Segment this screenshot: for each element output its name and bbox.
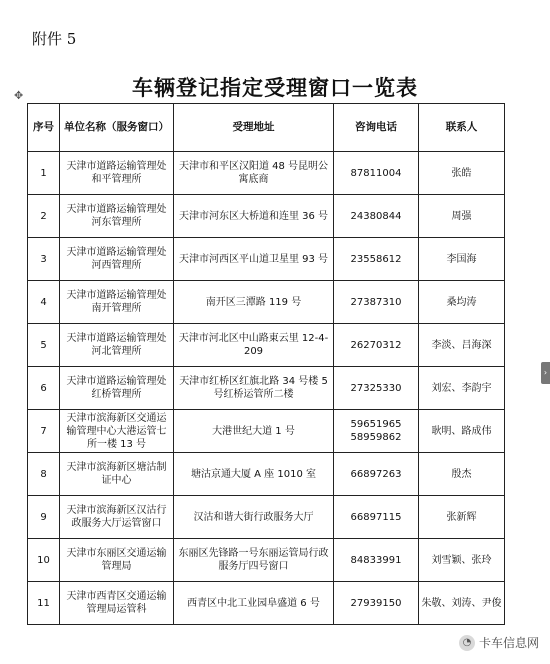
cell-unit-name: 天津市滨海新区塘沽制证中心: [60, 453, 174, 496]
cell-phone: 84833991: [334, 539, 419, 582]
cell-index: 10: [28, 539, 60, 582]
cell-phone: 87811004: [334, 152, 419, 195]
header-index: 序号: [28, 104, 60, 152]
cell-phone: 26270312: [334, 324, 419, 367]
table-row: [28, 582, 505, 625]
cell-index: 6: [28, 367, 60, 410]
cell-address: 天津市河东区大桥道和连里 36 号: [174, 195, 334, 238]
cell-index: 5: [28, 324, 60, 367]
cell-contact: 李国海: [419, 238, 505, 281]
side-tab-chevron-right-icon[interactable]: ›: [541, 362, 550, 384]
cell-address: 大港世纪大道 1 号: [174, 410, 334, 453]
cell-phone: 27325330: [334, 367, 419, 410]
wechat-logo-icon: ◔: [459, 635, 475, 651]
table-row: [28, 410, 505, 453]
cell-unit-name: 天津市道路运输管理处红桥管理所: [60, 367, 174, 410]
cell-unit-name: 天津市道路运输管理处河西管理所: [60, 238, 174, 281]
move-handle-icon[interactable]: ✥: [14, 89, 24, 102]
cell-contact: 朱敬、刘涛、尹俊: [419, 582, 505, 625]
cell-contact: 李淡、吕海深: [419, 324, 505, 367]
cell-index: 3: [28, 238, 60, 281]
table-row: [28, 238, 505, 281]
cell-address: 天津市红桥区红旗北路 34 号楼 5 号红桥运管所二楼: [174, 367, 334, 410]
table-row: [28, 195, 505, 238]
cell-address: 汉沽和谐大街行政服务大厅: [174, 496, 334, 539]
cell-phone: 27939150: [334, 582, 419, 625]
page-title: 车辆登记指定受理窗口一览表: [132, 75, 418, 100]
table-body: [28, 152, 505, 625]
cell-contact: 刘宏、李韵宇: [419, 367, 505, 410]
watermark: [456, 633, 542, 652]
table-row: [28, 453, 505, 496]
cell-contact: 周强: [419, 195, 505, 238]
cell-unit-name: 天津市东丽区交通运输管理局: [60, 539, 174, 582]
table-row: [28, 281, 505, 324]
cell-contact: 桑均涛: [419, 281, 505, 324]
cell-address: 天津市和平区汉阳道 48 号昆明公寓底商: [174, 152, 334, 195]
header-contact: 联系人: [419, 104, 505, 152]
table-row: [28, 496, 505, 539]
cell-index: 7: [28, 410, 60, 453]
table-header-row: [28, 104, 505, 152]
cell-index: 9: [28, 496, 60, 539]
cell-unit-name: 天津市道路运输管理处河北管理所: [60, 324, 174, 367]
table-container: [27, 103, 504, 625]
cell-phone: 66897263: [334, 453, 419, 496]
cell-index: 8: [28, 453, 60, 496]
table-row: [28, 324, 505, 367]
watermark-text: 卡车信息网: [478, 636, 539, 650]
cell-contact: 刘雪颖、张玲: [419, 539, 505, 582]
cell-address: 天津市河西区平山道卫星里 93 号: [174, 238, 334, 281]
cell-phone: 59651965 58959862: [334, 410, 419, 453]
cell-contact: 殷杰: [419, 453, 505, 496]
window-list-table: [27, 103, 505, 625]
cell-address: 塘沽京通大厦 A 座 1010 室: [174, 453, 334, 496]
cell-unit-name: 天津市道路运输管理处南开管理所: [60, 281, 174, 324]
cell-index: 2: [28, 195, 60, 238]
cell-contact: 耿明、路成伟: [419, 410, 505, 453]
cell-index: 1: [28, 152, 60, 195]
table-row: [28, 367, 505, 410]
cell-unit-name: 天津市滨海新区交通运输管理中心大港运管七所一楼 13 号: [60, 410, 174, 453]
cell-address: 天津市河北区中山路東云里 12-4-209: [174, 324, 334, 367]
cell-index: 4: [28, 281, 60, 324]
table-row: [28, 539, 505, 582]
header-unit-name: 单位名称（服务窗口）: [60, 104, 174, 152]
cell-address: 东丽区先锋路一号东丽运管局行政服务厅四号窗口: [174, 539, 334, 582]
table-row: [28, 152, 505, 195]
header-address: 受理地址: [174, 104, 334, 152]
cell-unit-name: 天津市道路运输管理处河东管理所: [60, 195, 174, 238]
cell-index: 11: [28, 582, 60, 625]
attachment-label: 附件 5: [32, 30, 77, 48]
cell-address: 西青区中北工业园阜盛道 6 号: [174, 582, 334, 625]
cell-phone: 66897115: [334, 496, 419, 539]
cell-phone: 23558612: [334, 238, 419, 281]
cell-contact: 张皓: [419, 152, 505, 195]
cell-phone: 27387310: [334, 281, 419, 324]
cell-unit-name: 天津市滨海新区汉沽行政服务大厅运管窗口: [60, 496, 174, 539]
header-phone: 咨询电话: [334, 104, 419, 152]
cell-phone: 24380844: [334, 195, 419, 238]
cell-unit-name: 天津市西青区交通运输管理局运管科: [60, 582, 174, 625]
cell-address: 南开区三潭路 119 号: [174, 281, 334, 324]
cell-unit-name: 天津市道路运输管理处和平管理所: [60, 152, 174, 195]
cell-contact: 张新辉: [419, 496, 505, 539]
